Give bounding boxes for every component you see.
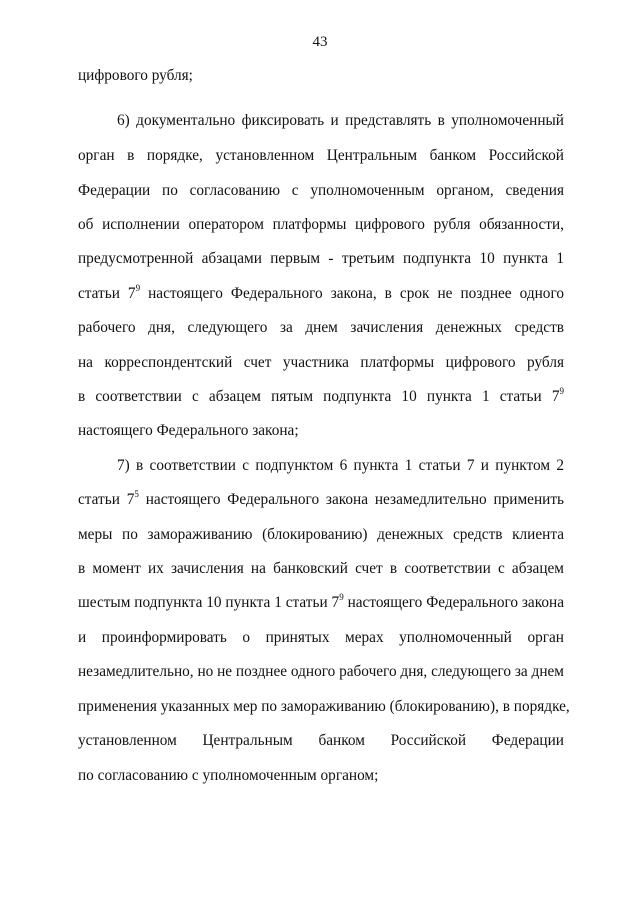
text-line: 6) документально фиксировать и представлять в уполномоченный [117,112,564,129]
superscript: 9 [339,592,344,602]
text-run: статьи 7 [78,285,136,302]
text-line: применения указанных мер по замораживанию (блокированию), в порядке, [78,698,570,715]
text-line: Федерации по согласованию с уполномоченным органом, сведения [78,182,564,199]
text-run: статьи 7 [78,491,135,508]
superscript: 9 [559,386,564,396]
text-line: настоящего Федерального закона; [78,422,299,439]
text-line [78,284,564,304]
text-line: установленном Центральным банком Российской Федерации [78,732,564,749]
text-line: незамедлительно, но не позднее одного рабочего дня, следующего за днем [78,663,564,680]
text-run: настоящего Федерального закона [343,594,565,611]
text-line [78,387,564,407]
text-run: в соответствии с абзацем пятым подпункта 10 пункта 1 статьи 7 [78,388,560,405]
text-line: и проинформировать о принятых мерах уполномоченный орган [78,629,564,646]
text-line: орган в порядке, установленном Центральным банком Российской [78,147,564,164]
text-run: настоящего Федерального закона, в срок не позднее одного [140,285,564,302]
text-line: рабочего дня, следующего за днем зачисления денежных средств [78,319,564,336]
text-line: об исполнении оператором платформы цифрового рубля обязанности, [78,216,564,233]
text-line: по согласованию с уполномоченным органом; [78,767,379,784]
text-line: меры по замораживанию (блокированию) денежных средств клиента [78,526,564,543]
superscript: 9 [135,283,141,293]
text-line: в момент их зачисления на банковский счет в соответствии с абзацем [78,560,564,577]
text-line [78,490,564,510]
text-line: на корреспондентский счет участника платформы цифрового рубля [78,354,564,371]
text-line: предусмотренной абзацами первым - третьим подпункта 10 пункта 1 [78,250,564,267]
text-line [78,593,564,613]
page-number: 43 [312,34,328,50]
text-run: настоящего Федерального закона незамедлительно применить [138,491,564,508]
superscript: 5 [134,489,139,499]
text-line: 7) в соответствии с подпунктом 6 пункта 1 статьи 7 и пунктом 2 [117,457,564,474]
text-line: цифрового рубля; [78,67,193,84]
text-run: шестым подпункта 10 пункта 1 статьи 7 [78,594,340,611]
